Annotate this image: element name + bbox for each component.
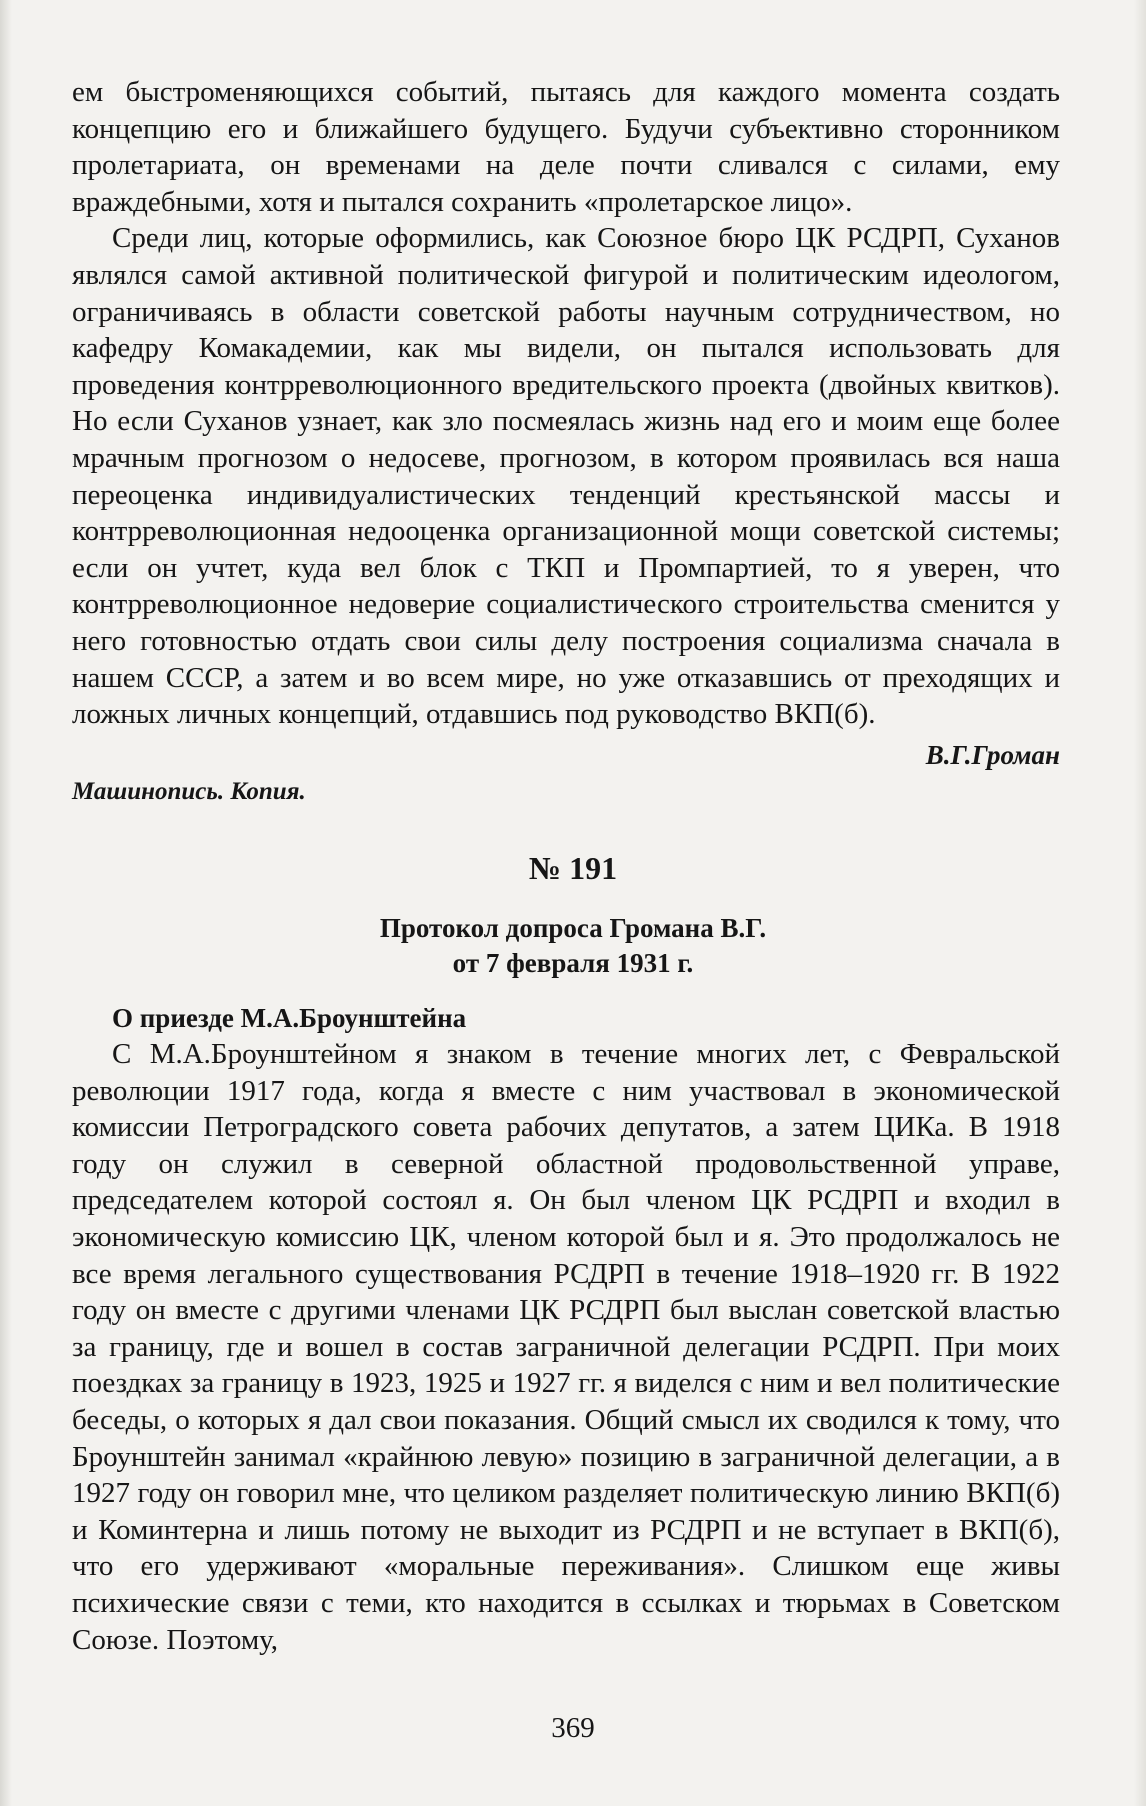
bottom-text-block: [72, 1036, 1060, 1658]
document-number: № 191: [528, 850, 618, 886]
source-note: Машинопись. Копия.: [72, 778, 306, 805]
paragraph-1: ем быстроменяющихся событий, пытаясь для каждого момента создать концепцию его и ближайшего будущего. Будучи субъективно сторонником пролетариата, он временами на деле почти сливался с силами, ему враждебными, хотя и пытался сохранить «пролетарское лицо».: [72, 76, 1060, 218]
page-edge-shadow-left: [0, 0, 12, 1806]
section-subheading: О приезде М.А.Броунштейна: [112, 1003, 467, 1033]
document-title-line-1: Протокол допроса Громана В.Г.: [379, 913, 767, 943]
signature: В.Г.Громан: [925, 740, 1060, 770]
paragraph-2: Среди лиц, которые оформились, как Союзное бюро ЦК РСДРП, Суханов являлся самой активной политической фигурой и политическим идеологом, ограничиваясь в области советской работы научным сотрудничеством, но кафедру Комакадемии, как мы видели, он пытался использовать для проведения контрреволюционного вредительского проекта (двойных квитков). Но если Суханов узнает, как зло посмеялась жизнь над его и моим еще более мрачным прогнозом о недосеве, прогнозом, в котором проявилась вся наша переоценка индивидуалистических тенденций крестьянской массы и контрреволюционная недооценка организационной мощи советской системы; если он учтет, куда вел блок с ТКП и Промпартией, то я уверен, что контрреволюционное недоверие социалистического строительства сменится у него готовностью отдать свои силы делу построения социализма сначала в нашем СССР, а затем и во всем мире, но уже отказавшись от преходящих и ложных личных концепций, отдавшись под руководство ВКП(б).: [72, 222, 1060, 731]
page-edge-shadow-right: [1134, 0, 1146, 1806]
document-title: [0, 911, 1146, 981]
document-title-line-2: от 7 февраля 1931 г.: [452, 948, 694, 978]
top-text-block: [72, 74, 1060, 733]
paragraph-3: С М.А.Броунштейном я знаком в течение многих лет, с Февральской революции 1917 года, когда я вместе с ним участвовал в экономической комиссии Петроградского совета рабочих депутатов, а затем ЦИКа. В 1918 году он служил в северной областной продовольственной управе, председателем которой состоял я. Он был членом ЦК РСДРП и входил в экономическую комиссию ЦК, членом которой был и я. Это продолжалось не все время легального существования РСДРП в течение 1918–1920 гг. В 1922 году он вместе с другими членами ЦК РСДРП был выслан советской властью за границу, где и вошел в состав заграничной делегации РСДРП. При моих поездках за границу в 1923, 1925 и 1927 гг. я виделся с ним и вел политические беседы, о которых я дал свои показания. Общий смысл их сводился к тому, что Броунштейн занимал «крайнюю левую» позицию в заграничной делегации, а в 1927 году он говорил мне, что целиком разделяет политическую линию ВКП(б) и Коминтерна и лишь потому не выходит из РСДРП и не вступает в ВКП(б), что его удерживают «моральные переживания». Слишком еще живы психические связи с теми, кто находится в ссылках и тюрьмах в Советском Союзе. Поэтому,: [72, 1038, 1060, 1656]
page-number: 369: [551, 1712, 595, 1744]
